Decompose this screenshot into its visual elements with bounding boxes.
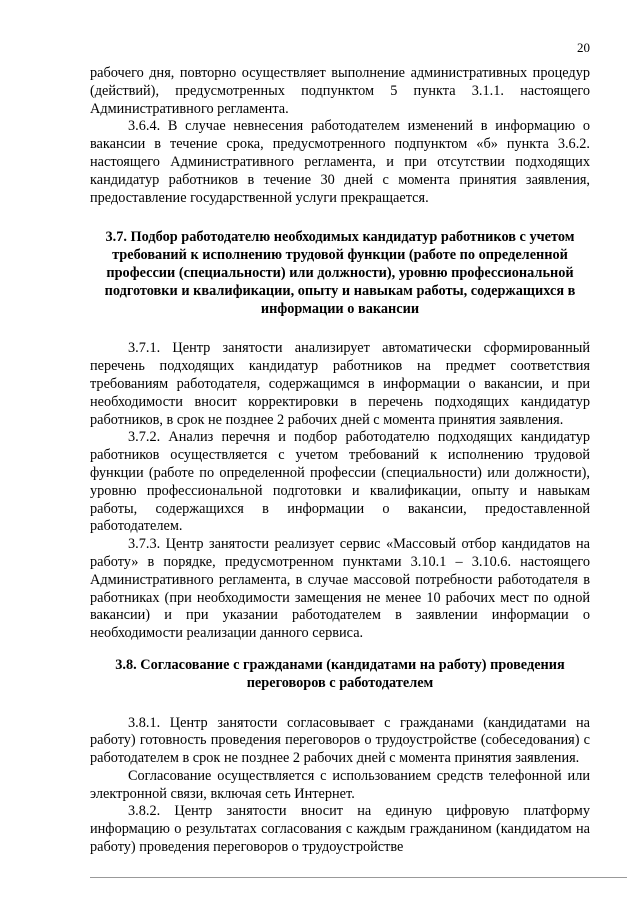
paragraph-3-7-1: 3.7.1. Центр занятости анализирует автоматически сформированный перечень подходящих кандидатур работников на предмет соответствия требованиям работодателя, содержащимся в информации о вакансии, и при необходимости вносит корректировки в перечень подходящих кандидатур работников, в срок не позднее 2 рабочих дней с момента принятия заявления. [90,340,590,428]
footer-divider [90,877,627,878]
paragraph-3-7-3: 3.7.3. Центр занятости реализует сервис «Массовый отбор кандидатов на работу» в порядке, предусмотренном пунктами 3.10.1 – 3.10.6. настоящего Административного регламента, в случае массовой потребности работодателя в работниках (при необходимости замещения не менее 10 рабочих мест по одной вакансии) и при указании работодателем в заявлении информации о необходимости реализации данного сервиса. [90,536,590,642]
section-heading-3-7: 3.7. Подбор работодателю необходимых кандидатур работников с учетом требований к исполнению трудовой функции (работе по определенной профессии (специальности) или должности), уровню профессиональной подготовки и квалификации, опыту и навыкам работы, содержащихся в информации о вакансии [104,229,576,317]
paragraph-3-8-1: 3.8.1. Центр занятости согласовывает с гражданами (кандидатами на работу) готовность проведения переговоров о трудоустройстве (собеседования) с работодателем в срок не позднее 2 рабочих дней с момента принятия заявления. [90,714,590,767]
paragraph-continuation: рабочего дня, повторно осуществляет выполнение административных процедур (действий), предусмотренных подпунктом 5 пункта 3.1.1. настоящего Административного регламента. [90,65,590,117]
paragraph-3-7-2: 3.7.2. Анализ перечня и подбор работодателю подходящих кандидатур работников осуществляется с учетом требований к исполнению трудовой функции (работе по определенной профессии (специальности) или должности), уровню профессиональной подготовки и квалификации, опыту и навыкам работы, содержащихся в информации о вакансии, предоставленной работодателем. [90,429,590,535]
paragraph-soglasovanie: Согласование осуществляется с использованием средств телефонной или электронной связи, включая сеть Интернет. [90,767,590,802]
page-number: 20 [577,40,590,55]
paragraph-3-6-4: 3.6.4. В случае невнесения работодателем изменений в информацию о вакансии в течение срока, предусмотренного подпунктом «б» пункта 3.6.2. настоящего Административного регламента, и при отсутствии подходящих кандидатур работников в течение 30 дней с момента принятия заявления, предоставление государственной услуги прекращается. [90,118,590,206]
page-content [90,65,590,857]
section-heading-3-8: 3.8. Согласование с гражданами (кандидатами на работу) проведения переговоров с работодателем [115,656,565,691]
paragraph-3-8-2: 3.8.2. Центр занятости вносит на единую цифровую платформу информацию о результатах согласования с каждым гражданином (кандидатом на работу) проведения переговоров о трудоустройстве [90,803,590,856]
